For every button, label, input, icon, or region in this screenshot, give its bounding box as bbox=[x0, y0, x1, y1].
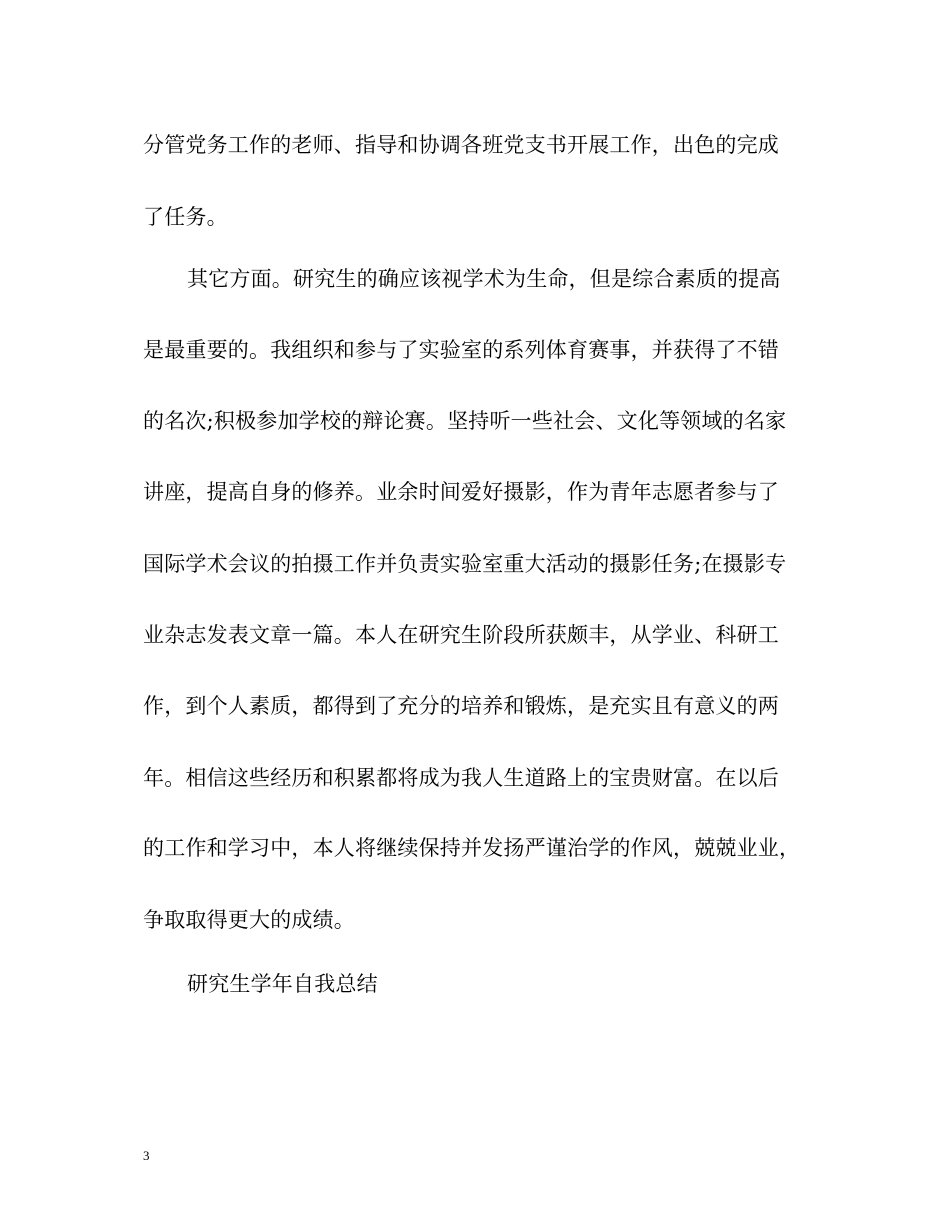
paragraph-line-3: 其它方面。研究生的确应该视学术为生命，但是综合素质的提高 bbox=[187, 267, 781, 291]
paragraph-line-5: 的名次;积极参加学校的辩论赛。坚持听一些社会、文化等领域的名家 bbox=[143, 409, 787, 433]
section-heading: 研究生学年自我总结 bbox=[187, 972, 378, 996]
paragraph-line-6: 讲座，提高自身的修养。业余时间爱好摄影，作为青年志愿者参与了 bbox=[143, 480, 779, 504]
page-number: 3 bbox=[143, 1148, 150, 1163]
paragraph-line-4: 是最重要的。我组织和参与了实验室的系列体育赛事，并获得了不错 bbox=[143, 338, 779, 362]
paragraph-line-12: 争取取得更大的成绩。 bbox=[143, 908, 355, 932]
paragraph-line-7: 国际学术会议的拍摄工作并负责实验室重大活动的摄影任务;在摄影专 bbox=[143, 552, 787, 576]
paragraph-line-9: 作，到个人素质，都得到了充分的培养和锻炼，是充实且有意义的两 bbox=[143, 694, 779, 718]
paragraph-line-10: 年。相信这些经历和积累都将成为我人生道路上的宝贵财富。在以后 bbox=[143, 766, 779, 790]
paragraph-line-11: 的工作和学习中，本人将继续保持并发扬严谨治学的作风，兢兢业业， bbox=[143, 836, 801, 860]
paragraph-line-2: 了任务。 bbox=[143, 205, 228, 229]
paragraph-line-1: 分管党务工作的老师、指导和协调各班党支书开展工作，出色的完成 bbox=[143, 133, 779, 157]
paragraph-line-8: 业杂志发表文章一篇。本人在研究生阶段所获颇丰，从学业、科研工 bbox=[143, 623, 779, 647]
